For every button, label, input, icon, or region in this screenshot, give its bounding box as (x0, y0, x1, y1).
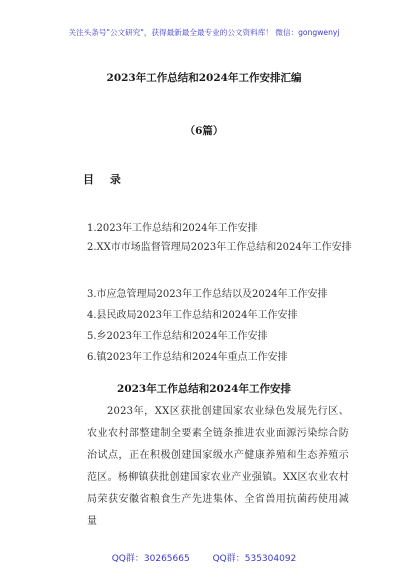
section-heading: 2023年工作总结和2024年工作安排 (117, 383, 291, 395)
document-count: （6篇） (184, 125, 224, 137)
footer (0, 551, 408, 564)
toc-heading: 目 录 (83, 173, 127, 186)
toc-item-6[interactable]: 6.镇2023年工作总结和2024年重点工作安排 (87, 352, 288, 363)
footer-qq-group-2[interactable]: QQ群：535304092 (212, 554, 297, 564)
toc-item-2[interactable]: 2.XX市市场监督管理局2023年工作总结和2024年工作安排 (87, 242, 352, 253)
header-banner[interactable]: 关注头条号"公文研究"，获得最新最全最专业的公文资料库！ 微信：gongwenyj (68, 28, 340, 37)
body-paragraph: 2023年，XX区获批创建国家农业绿色发展先行区、农业农村部整建制全要素全链条推进农业面源污染综合防治试点，正在积极创建国家级水产健康养殖和生态养殖示范区。杨柳镇获批创建国家农业产业强镇。XX区农业农村局荣获安徽省粮食生产先进集体、全省兽用抗菌药使用减量 (87, 406, 349, 527)
toc-item-1[interactable]: 1.2023年工作总结和2024年工作安排 (87, 223, 258, 234)
document-title: 2023年工作总结和2024年工作安排汇编 (106, 72, 302, 84)
footer-qq-group-1[interactable]: QQ群：30265665 (111, 554, 190, 564)
toc-item-3[interactable]: 3.市应急管理局2023年工作总结以及2024年工作安排 (87, 289, 328, 300)
toc-item-4[interactable]: 4.县民政局2023年工作总结和2024年工作安排 (87, 310, 298, 321)
toc-item-5[interactable]: 5.乡2023年工作总结和2024年工作安排 (87, 331, 268, 342)
